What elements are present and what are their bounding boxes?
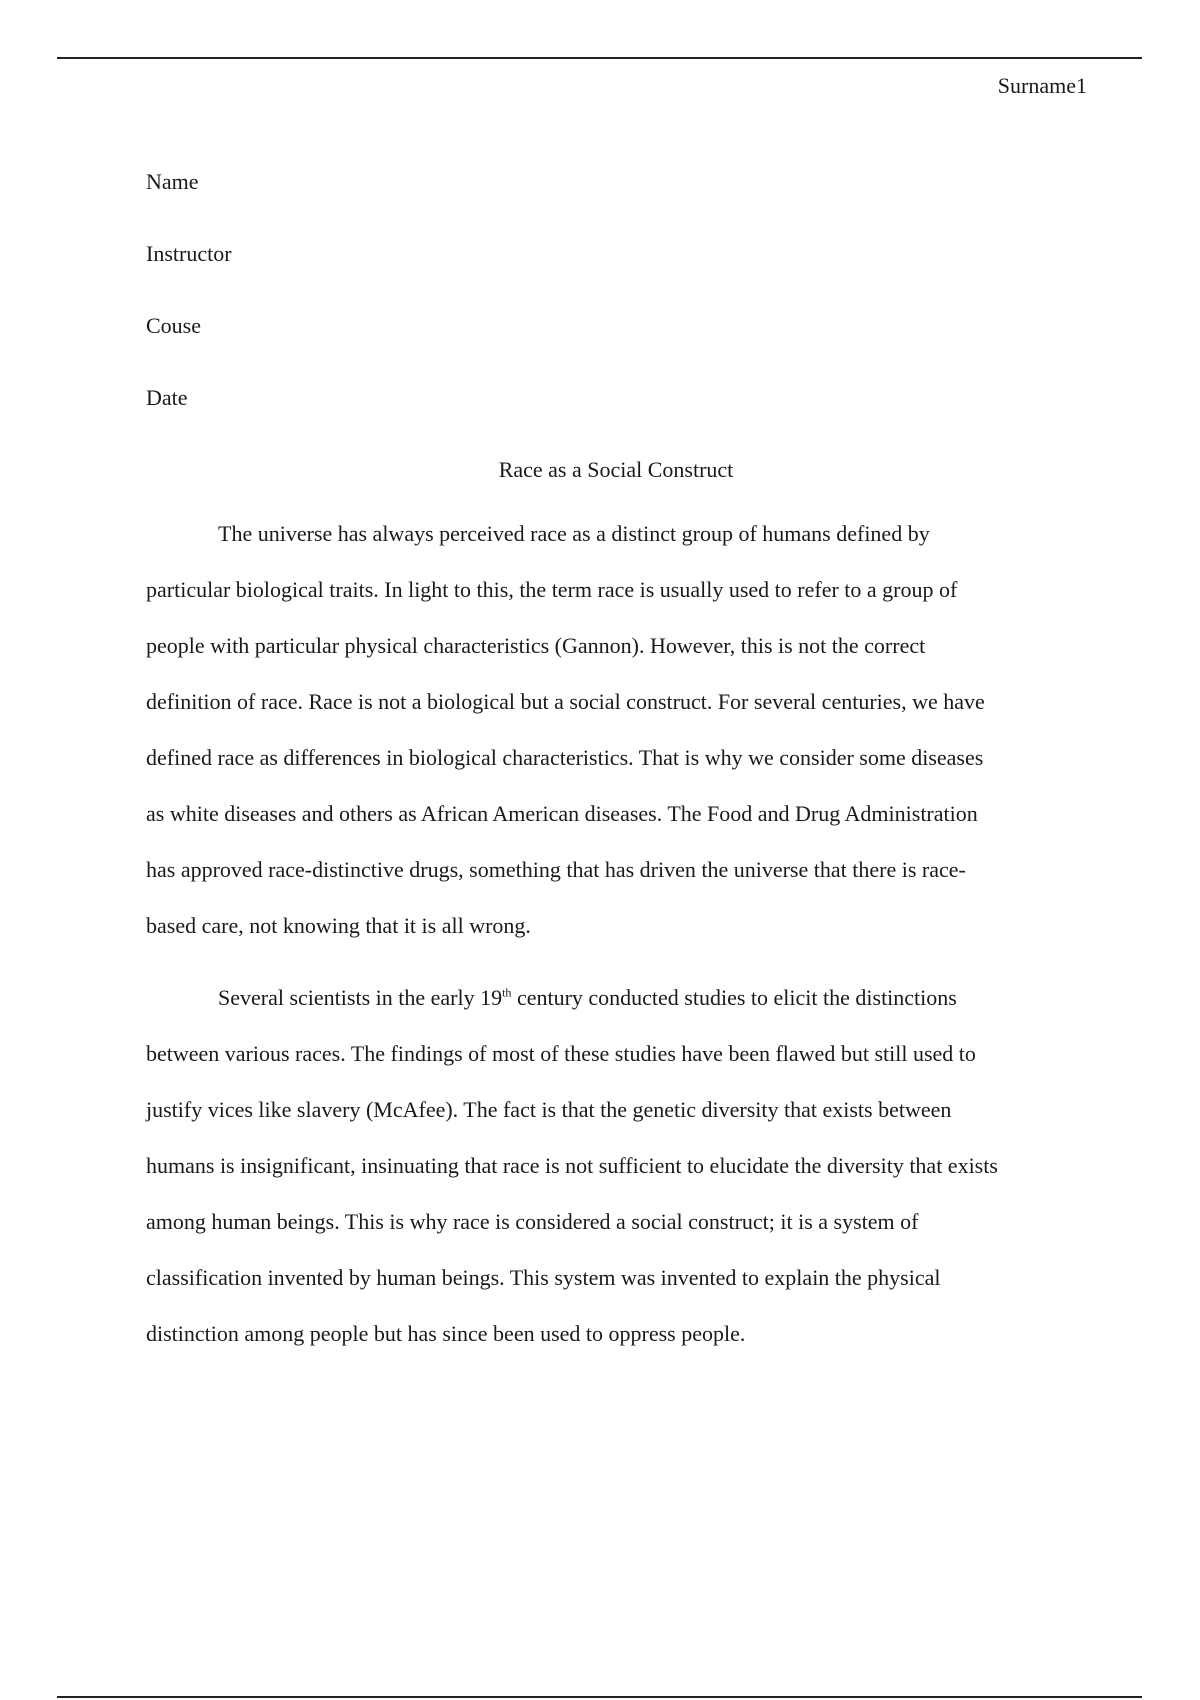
date-line: Date [146, 385, 188, 410]
running-head: Surname1 [997, 73, 1087, 98]
paragraph-2 [146, 970, 1096, 1362]
top-border-line [57, 57, 1142, 59]
paragraph-1: The universe has always perceived race as a distinct group of humans defined by particular biological traits. In light to this, the term race is usually used to refer to a group of people with particular physical characteristics (Gannon). However, this is not the correct definition of race. Race is not a biological but a social construct. For several centuries, we have defined race as differences in biological characteristics. That is why we consider some diseases as white diseases and others as African American diseases. The Food and Drug Administration has approved race-distinctive drugs, something that has driven the universe that there is race- based care, not knowing that it is all wrong. [146, 521, 985, 938]
instructor-name: Instructor [146, 241, 232, 266]
paragraph-2-text-rest: century conducted studies to elicit the distinctions between various races. The findings of most of these studies have been flawed but still used to justify vices like slavery (McAfee). The fact is that the genetic diversity that exists between humans is insignificant, insinuating that race is not sufficient to elucidate the diversity that exists among human beings. This is why race is considered a social construct; it is a system of classification invented by human beings. This system was invented to explain the physical distinction among people but has since been used to oppress people. [146, 985, 998, 1346]
bottom-border-line [57, 1696, 1142, 1698]
student-name: Name [146, 169, 199, 194]
paragraph-2-text-start: Several scientists in the early 19 [218, 985, 503, 1010]
course-name: Couse [146, 313, 201, 338]
ordinal-superscript: th [502, 985, 512, 1000]
essay-title: Race as a Social Construct [498, 457, 734, 482]
document-body [146, 146, 1096, 1362]
